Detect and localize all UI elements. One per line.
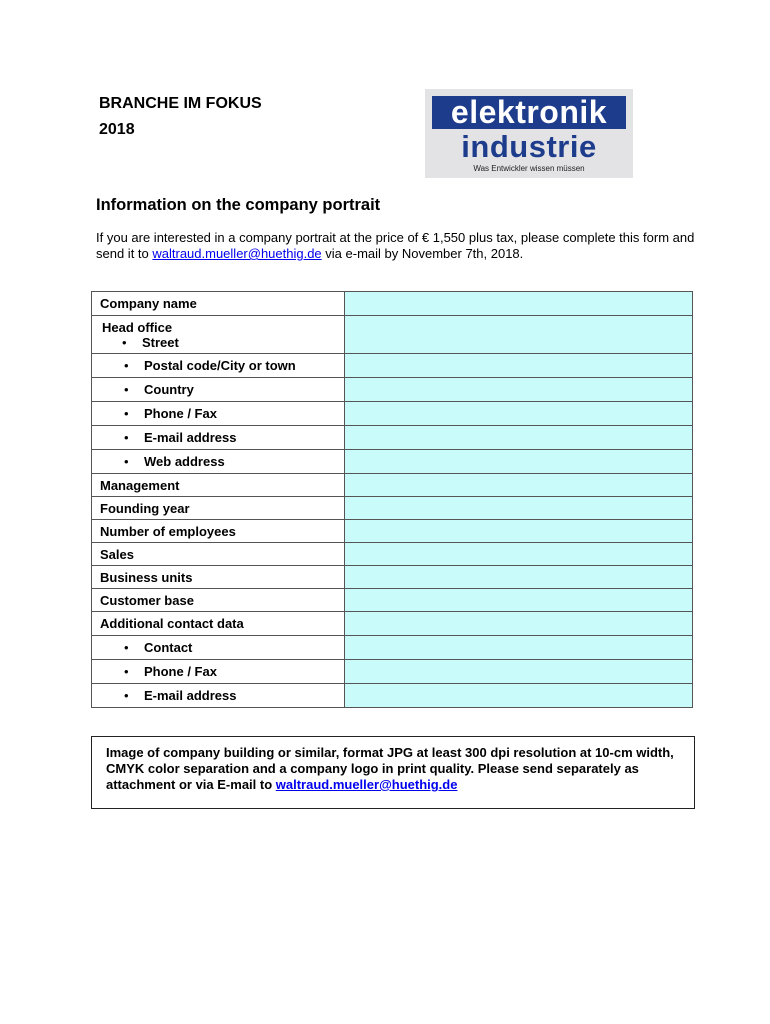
bullet-icon: • — [124, 430, 129, 445]
bullet-icon: • — [124, 406, 129, 421]
form-input-field[interactable] — [345, 566, 693, 589]
form-row-label — [92, 354, 345, 378]
form-label-text: Phone / Fax — [144, 664, 217, 679]
form-sublabel: • Street — [122, 334, 179, 350]
form-input-field[interactable] — [345, 636, 693, 660]
form-input-field[interactable] — [345, 520, 693, 543]
form-label-text: Country — [144, 382, 194, 397]
form-input-field[interactable] — [345, 612, 693, 636]
form-label-text: Sales — [100, 546, 134, 562]
company-form-table — [91, 291, 693, 708]
form-row — [92, 497, 693, 520]
form-label-text: Company name — [100, 296, 197, 311]
form-row — [92, 354, 693, 378]
form-row-label — [92, 426, 345, 450]
intro-text-2: via e-mail by November 7th, 2018. — [321, 246, 524, 261]
bullet-icon: • — [124, 664, 129, 679]
form-row-label — [92, 612, 345, 636]
form-row-label — [92, 684, 345, 708]
form-row-label — [92, 474, 345, 497]
logo-word-elektronik: elektronik — [432, 96, 626, 129]
form-label-text: Contact — [144, 640, 193, 655]
intro-paragraph — [96, 230, 696, 262]
form-row — [92, 520, 693, 543]
form-input-field[interactable] — [345, 660, 693, 684]
form-label-text: E-mail address — [144, 430, 237, 445]
form-input-field[interactable] — [345, 354, 693, 378]
form-row-label — [92, 316, 345, 354]
form-row — [92, 426, 693, 450]
form-row-label — [92, 660, 345, 684]
header-line-1: BRANCHE IM FOKUS — [99, 95, 262, 112]
form-input-field[interactable] — [345, 316, 693, 354]
form-row-label — [92, 292, 345, 316]
form-input-field[interactable] — [345, 426, 693, 450]
form-label-text: Number of employees — [100, 523, 236, 539]
form-input-field[interactable] — [345, 589, 693, 612]
form-row-label — [92, 636, 345, 660]
header-line-2: 2018 — [99, 121, 135, 138]
form-row — [92, 566, 693, 589]
form-input-field[interactable] — [345, 497, 693, 520]
form-input-field[interactable] — [345, 543, 693, 566]
form-row — [92, 636, 693, 660]
note-text: Image of company building or similar, format JPG at least 300 dpi resolution at 10-cm width, CMYK color separation and a company logo in print quality. Please send separately as attachment or via E-mail to — [106, 745, 674, 792]
form-label-text: Customer base — [100, 592, 194, 608]
form-row-label — [92, 543, 345, 566]
image-instructions-box — [91, 736, 695, 809]
form-row-label — [92, 378, 345, 402]
form-row — [92, 589, 693, 612]
form-input-field[interactable] — [345, 402, 693, 426]
bullet-icon: • — [124, 382, 129, 397]
form-input-field[interactable] — [345, 450, 693, 474]
form-row — [92, 450, 693, 474]
form-row-label — [92, 402, 345, 426]
form-row — [92, 378, 693, 402]
bullet-icon: • — [124, 640, 129, 655]
form-label-text: Web address — [144, 454, 225, 469]
bullet-icon: • — [124, 688, 129, 703]
intro-email-link[interactable]: waltraud.mueller@huethig.de — [152, 246, 322, 261]
logo-word-industrie: industrie — [461, 129, 597, 164]
form-label-text: Additional contact data — [100, 616, 244, 631]
form-row-label — [92, 589, 345, 612]
form-row — [92, 684, 693, 708]
form-row — [92, 474, 693, 497]
bullet-icon: • — [124, 454, 129, 469]
form-row — [92, 402, 693, 426]
form-row — [92, 292, 693, 316]
form-row — [92, 543, 693, 566]
form-label-text: Business units — [100, 569, 193, 585]
form-input-field[interactable] — [345, 684, 693, 708]
form-input-field[interactable] — [345, 292, 693, 316]
bullet-icon: • — [124, 358, 129, 373]
form-row-label — [92, 497, 345, 520]
form-label-text: Founding year — [100, 500, 190, 516]
form-input-field[interactable] — [345, 474, 693, 497]
intro-text-1: If you are interested in a company portrait at the price of € 1,550 plus tax, please complete this form and send it to — [96, 230, 695, 261]
logo-tagline: Was Entwickler wissen müssen — [473, 164, 585, 173]
form-row — [92, 316, 693, 354]
form-label-text: Postal code/City or town — [144, 358, 296, 373]
note-email-link[interactable]: waltraud.mueller@huethig.de — [275, 777, 458, 792]
form-input-field[interactable] — [345, 378, 693, 402]
form-row-label — [92, 520, 345, 543]
document-header — [99, 91, 262, 143]
form-row — [92, 612, 693, 636]
form-label-text: E-mail address — [144, 688, 237, 703]
form-label-text: Phone / Fax — [144, 406, 217, 421]
bullet-icon: • — [122, 334, 127, 350]
section-title: Information on the company portrait — [96, 196, 381, 214]
form-label-text: Management — [100, 477, 180, 493]
form-row-label — [92, 566, 345, 589]
elektronik-industrie-logo — [425, 89, 633, 178]
form-row-label — [92, 450, 345, 474]
form-label-text: Head office — [102, 319, 173, 335]
form-row — [92, 660, 693, 684]
